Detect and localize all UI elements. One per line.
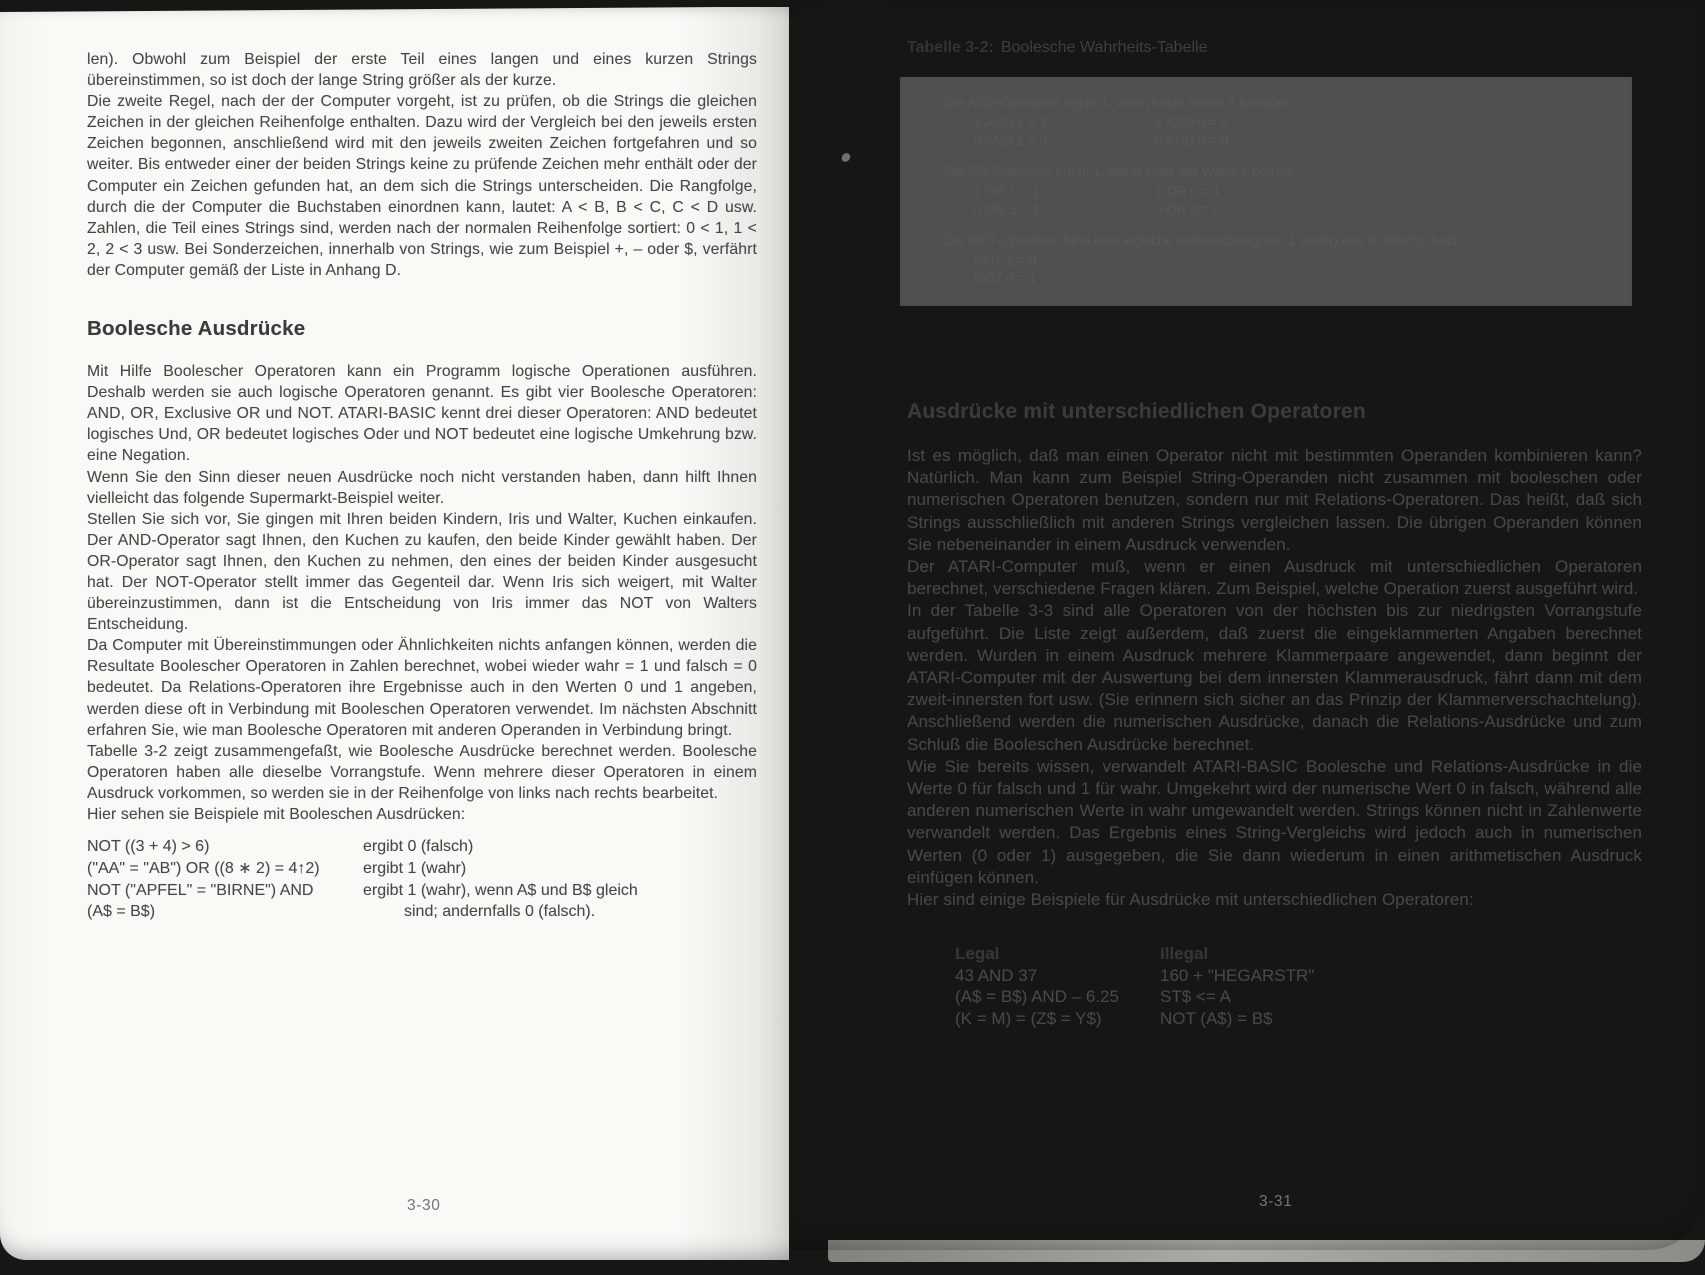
page-left bbox=[0, 7, 789, 1260]
body-paragraph: Hier sehen sie Beispiele mit Booleschen Ausdrücken: bbox=[87, 806, 466, 823]
truth-table-row: 0 AND 1 = 0 0 AND 0 = 0 bbox=[974, 133, 1229, 148]
illegal-item: ST$ <= A bbox=[1160, 987, 1231, 1007]
legal-item: (A$ = B$) AND – 6.25 bbox=[955, 987, 1119, 1007]
body-paragraph: Die zweite Regel, nach der der Computer vorgeht, ist zu prüfen, ob die Strings die gleichen Zeichen in der gleichen Reihenfolge enthalten. Dazu wird der Vergleich bei den jeweils ersten Zeichen begonnen, anschließend wird mit den jeweils zweiten Zeichen fortgefahren und so weiter. Bis entweder einer der beiden Strings keine zu prüfende Zeichen mehr enthält oder der Computer ein Zeichen gefunden hat, an dem sich die Strings unterscheiden. Die Rangfolge, durch die der Computer die Buchstaben einordnen kann, lautet: A < B, B < C, C < D usw. Zahlen, die Teil eines Strings sind, werden nach der normalen Reihenfolge sortiert: 0 < 1, 1 < 2, 2 < 3 usw. Bei Sonderzeichen, innerhalb von Strings, wie zum Beispiel +, – oder $, verfährt der Computer gemäß der Liste in Anhang D. bbox=[87, 93, 757, 279]
example-result: ergibt 0 (falsch) bbox=[363, 838, 474, 856]
boolean-expression-examples bbox=[87, 836, 757, 923]
table-caption bbox=[907, 38, 1642, 58]
truth-table-intro: Die NOT-Operation führt eine logische Vertauschung von 1 (wahr) und 0 (falsch) durch. bbox=[944, 233, 1465, 248]
legal-item: (K = M) = (Z$ = Y$) bbox=[955, 1008, 1102, 1028]
print-artifact-mark bbox=[841, 152, 851, 163]
body-paragraph: Hier sind einige Beispiele für Ausdrücke mit unterschiedlichen Operatoren: bbox=[907, 890, 1474, 910]
truth-table-not-section bbox=[902, 232, 1614, 288]
legal-label: Legal bbox=[955, 944, 1000, 964]
body-paragraph: Da Computer mit Übereinstimmungen oder Ähnlichkeiten nichts anfangen können, werden die Resultate Boolescher Operatoren in Zahlen berechnet, wobei wieder wahr = 1 und falsch = 0 bedeutet. Da Relations-Operatoren ihre Ergebnisse auch in den Werten 0 und 1 angeben, werden diese oft in Verbindung mit Booleschen Operatoren verwendet. Im nächsten Abschnitt erfahren Sie, wie man Boolesche Operatoren mit anderen Operanden in Verbindung bringt. bbox=[87, 637, 757, 739]
section-heading-unterschiedliche-operatoren: Ausdrücke mit unterschiedlichen Operatoren bbox=[907, 400, 1366, 423]
page-number-left: 3-30 bbox=[407, 1197, 441, 1214]
body-paragraph: len). Obwohl zum Beispiel der erste Teil eines langen und eines kurzen Strings übereinstimmen, so ist doch der lange String größer als der kurze. bbox=[87, 51, 757, 90]
illegal-column bbox=[1160, 943, 1314, 1029]
truth-table-and-section bbox=[902, 94, 1614, 150]
legal-column bbox=[955, 943, 1160, 1029]
body-paragraph: Wie Sie bereits wissen, verwandelt ATARI-BASIC Boolesche und Relations-Ausdrücke in die Werte 0 für falsch und 1 für wahr. Umgekehrt wird der numerische Wert 0 in falsch, während alle anderen numerischen Werte in wahr umgewandelt werden. Strings können nicht in Zahlenwerte verwandelt werden. Das Ergebnis eines String-Vergleichs wird jedoch auch in numerischen Werten (0 oder 1) ausgegeben, die Sie dann wiederum in einen arithmetischen Ausdruck einfügen können. bbox=[907, 756, 1642, 887]
section-heading-boolesche-ausdruecke: Boolesche Ausdrücke bbox=[87, 317, 306, 341]
page-number-right: 3-31 bbox=[1259, 1193, 1293, 1210]
legal-item: 43 AND 37 bbox=[955, 965, 1038, 985]
table-caption-label: Tabelle 3-2: bbox=[907, 39, 994, 56]
illegal-label: Illegal bbox=[1160, 944, 1209, 964]
body-paragraph: Ist es möglich, daß man einen Operator nicht mit bestimmten Operanden kombinieren kann? Natürlich. Man kann zum Beispiel String-Operanden nicht zusammen mit booleschen oder numerischen Operatoren benutzen, sondern nur mit Relations-Operatoren. Das heißt, daß sich Strings ausschließlich mit anderen Strings vergleichen lassen. Die übrigen Operanden können Sie nebeneinander in einem Ausdruck verwenden. bbox=[907, 446, 1642, 554]
truth-table-intro: Die OR-Operation ergibt 1, wenn einer der Werte 1 beträgt. bbox=[944, 164, 1298, 179]
example-expression: (A$ = B$) bbox=[87, 903, 156, 921]
page-right bbox=[789, 0, 1705, 1250]
legal-illegal-examples bbox=[907, 943, 1314, 1029]
body-paragraph: Stellen Sie sich vor, Sie gingen mit Ihren beiden Kindern, Iris und Walter, Kuchen einkaufen. Der AND-Operator sagt Ihnen, den Kuchen zu kaufen, den beide Kinder gewählt haben. Der OR-Operator sagt Ihnen, den Kuchen zu nehmen, den eines der beiden Kinder ausgesucht hat. Der NOT-Operator stellt immer das Gegenteil dar. Wenn Iris sich weigert, mit Walter übereinzustimmen, dann ist die Entscheidung von Iris immer das NOT von Walters Entscheidung. bbox=[87, 510, 757, 634]
body-paragraph: In der Tabelle 3-3 sind alle Operatoren von der höchsten bis zur niedrigsten Vorrangstufe aufgeführt. Die Liste zeigt außerdem, daß zuerst die eingeklammerten Angaben berechnet werden. Wurden in einem Ausdruck mehrere Klammerpaare angewendet, dann beginnt der ATARI-Computer mit der Auswertung bei dem innersten Klammerausdruck, fährt dann mit dem zweit-innersten fort usw. (Sie erinnern sich sicher an das Prinzip der Klammerverschachtelung). Anschließend werden die numerischen Ausdrücke, danach die Relations-Ausdrücke und zum Schluß die Booleschen Ausdrücke berechnet. bbox=[907, 601, 1642, 754]
example-expression: ("AA" = "AB") OR ((8 ∗ 2) = 4↑2) bbox=[87, 859, 320, 877]
example-expression: NOT ((3 + 4) > 6) bbox=[87, 838, 210, 856]
truth-table-intro: Die AND-Operation ergibt 1, wenn beide Werte 1 betragen. bbox=[944, 95, 1297, 110]
left-text-column bbox=[87, 49, 757, 923]
illegal-item: 160 + "HEGARSTR" bbox=[1160, 965, 1315, 985]
illegal-item: NOT (A$) = B$ bbox=[1160, 1008, 1273, 1028]
truth-table-row: NOT 0 = 1 bbox=[974, 271, 1037, 286]
example-result: sind; andernfalls 0 (falsch). bbox=[404, 903, 596, 921]
truth-table-row: 0 OR 1 = 1 0 OR 0 = 0 bbox=[974, 202, 1221, 217]
example-expression: NOT ("APFEL" = "BIRNE") AND bbox=[87, 881, 314, 899]
table-caption-title: Boolesche Wahrheits-Tabelle bbox=[1000, 39, 1208, 56]
body-paragraph: Wenn Sie den Sinn dieser neuen Ausdrücke noch nicht verstanden haben, dann hilft Ihnen vielleicht das folgende Supermarkt-Beispiel weiter. bbox=[87, 468, 757, 507]
truth-table-row: 1 OR 1 = 1 1 OR 0 = 1 bbox=[974, 184, 1221, 199]
truth-table-row: NOT 1 = 0 bbox=[974, 253, 1037, 268]
truth-table-or-section bbox=[902, 163, 1614, 219]
body-paragraph: Mit Hilfe Boolescher Operatoren kann ein Programm logische Operationen ausführen. Deshalb werden sie auch logische Operatoren genannt. Es gibt vier Boolesche Operatoren: AND, OR, Exclusive OR und NOT. ATARI-BASIC kennt drei dieser Operatoren: AND bedeutet logisches Und, OR bedeutet logisches Oder und NOT bedeutet eine logische Umkehrung bzw. eine Negation. bbox=[87, 363, 757, 465]
boolean-truth-table bbox=[900, 77, 1632, 306]
right-text-column bbox=[907, 38, 1642, 1029]
truth-table-row: 1 AND 1 = 1 1 AND 0 = 0 bbox=[974, 115, 1229, 130]
example-result: ergibt 1 (wahr) bbox=[363, 859, 467, 877]
example-result: ergibt 1 (wahr), wenn A$ und B$ gleich bbox=[363, 881, 638, 899]
body-paragraph: Der ATARI-Computer muß, wenn er einen Ausdruck mit unterschiedlichen Operatoren berechnet, verschiedene Fragen klären. Zum Beispiel, welche Operation zuerst ausgeführt wird. bbox=[907, 557, 1642, 599]
body-paragraph: Tabelle 3-2 zeigt zusammengefaßt, wie Boolesche Ausdrücke berechnet werden. Boolesche Operatoren haben alle dieselbe Vorrangstufe. Wenn mehrere dieser Operatoren in einem Ausdruck vorkommen, so werden sie in der Reihenfolge von links nach rechts bearbeitet. bbox=[87, 742, 757, 802]
